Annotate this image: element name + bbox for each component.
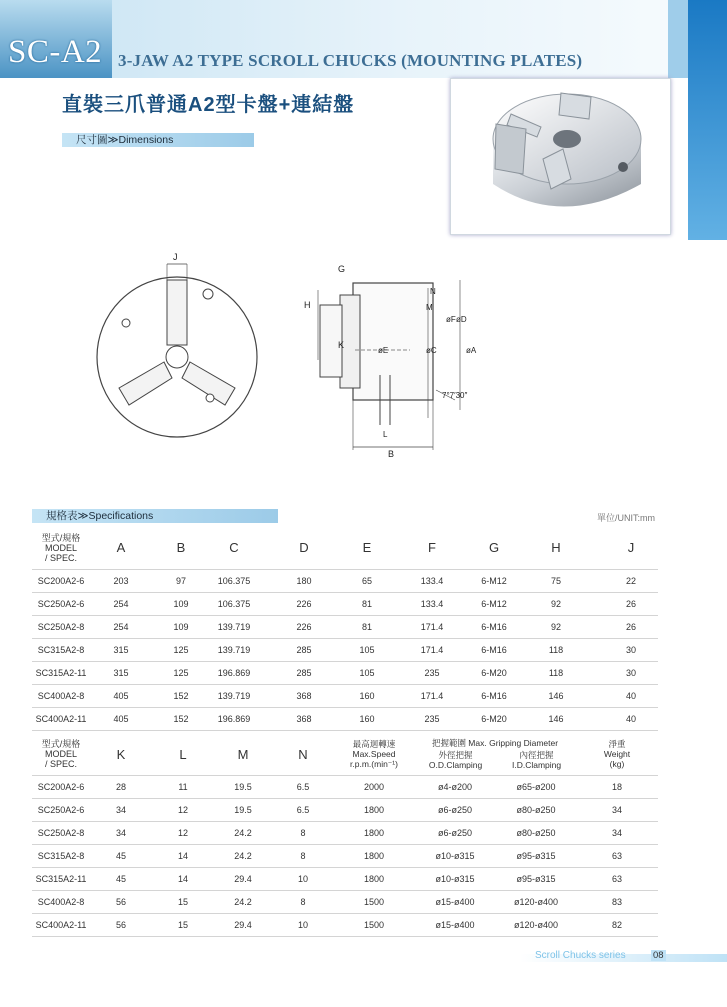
value-cell: 133.4 [384, 592, 480, 615]
dim-j-label: J [173, 252, 178, 262]
value-cell: 63 [576, 867, 658, 890]
dim-c-label: øC [426, 346, 437, 355]
value-cell: 56 [90, 890, 152, 913]
col-a-header: A [90, 527, 152, 569]
col-d-header: D [258, 527, 350, 569]
model-cell: SC315A2-8 [32, 638, 90, 661]
product-photo [450, 78, 671, 235]
dim-b-label: B [388, 449, 395, 459]
value-cell: 8 [272, 821, 334, 844]
value-cell: ø95-ø315 [496, 867, 576, 890]
spec-table-1-header [32, 527, 658, 569]
dimension-drawing [90, 250, 500, 465]
value-cell: ø80-ø250 [496, 821, 576, 844]
dimensions-section-label: 尺寸圖≫Dimensions [62, 133, 254, 147]
value-cell: ø95-ø315 [496, 844, 576, 867]
value-cell: 34 [90, 821, 152, 844]
value-cell: 1800 [334, 798, 414, 821]
model-cell: SC400A2-8 [32, 684, 90, 707]
value-cell: 368 [258, 707, 350, 730]
value-cell: 1800 [334, 867, 414, 890]
value-cell: 30 [604, 661, 658, 684]
value-cell: 160 [350, 707, 384, 730]
chuck-photo-illustration [451, 79, 672, 236]
table-row [32, 775, 658, 798]
value-cell: 15 [152, 890, 214, 913]
value-cell: 125 [152, 661, 210, 684]
specifications-section-label: 規格表≫Specifications [32, 509, 278, 523]
model-cell: SC200A2-6 [32, 569, 90, 592]
value-cell: 125 [152, 638, 210, 661]
page-number: 08 [653, 950, 664, 961]
od-clamping-header: 外徑把握 O.D.Clamping [428, 750, 483, 771]
value-cell: 26 [604, 592, 658, 615]
model-cell: SC400A2-8 [32, 890, 90, 913]
value-cell: 109 [152, 592, 210, 615]
value-cell: 40 [604, 684, 658, 707]
value-cell: ø15-ø400 [414, 913, 496, 936]
value-cell: 2000 [334, 775, 414, 798]
value-cell: 6-M16 [480, 684, 508, 707]
value-cell: 139.719 [210, 684, 258, 707]
value-cell: 30 [604, 638, 658, 661]
value-cell: 40 [604, 707, 658, 730]
value-cell: 118 [508, 638, 604, 661]
dim-k-label: K [338, 340, 345, 350]
value-cell: 92 [508, 592, 604, 615]
value-cell: 12 [152, 798, 214, 821]
dim-m-label: M [426, 303, 433, 312]
unit-label: 單位/UNIT:mm [597, 513, 655, 523]
value-cell: 254 [90, 592, 152, 615]
value-cell: 15 [152, 913, 214, 936]
value-cell: 81 [350, 592, 384, 615]
col-n-header: N [272, 734, 334, 775]
value-cell: 75 [508, 569, 604, 592]
value-cell: 26 [604, 615, 658, 638]
value-cell: ø4-ø200 [414, 775, 496, 798]
value-cell: ø6-ø250 [414, 821, 496, 844]
value-cell: 6-M20 [480, 661, 508, 684]
value-cell: 83 [576, 890, 658, 913]
value-cell: ø120-ø400 [496, 890, 576, 913]
table-row [32, 661, 658, 684]
table-row [32, 684, 658, 707]
value-cell: ø80-ø250 [496, 798, 576, 821]
value-cell: 226 [258, 615, 350, 638]
col-k-header: K [90, 734, 152, 775]
gripping-diameter-header: 把握範圍 Max. Gripping Diameter 外徑把握 O.D.Clamping 內徑把握 I.D.Clamping [414, 734, 576, 775]
value-cell: 171.4 [384, 684, 480, 707]
value-cell: ø120-ø400 [496, 913, 576, 936]
value-cell: 34 [576, 821, 658, 844]
spec-table-2-header [32, 734, 658, 775]
value-cell: 118 [508, 661, 604, 684]
value-cell: 171.4 [384, 638, 480, 661]
value-cell: 14 [152, 867, 214, 890]
value-cell: 34 [90, 798, 152, 821]
model-cell: SC315A2-11 [32, 867, 90, 890]
value-cell: 92 [508, 615, 604, 638]
weight-header: 淨重 Weight (kg) [576, 734, 658, 775]
col-j-header: J [604, 527, 658, 569]
value-cell: ø15-ø400 [414, 890, 496, 913]
value-cell: ø10-ø315 [414, 867, 496, 890]
value-cell: 171.4 [384, 615, 480, 638]
value-cell: ø6-ø250 [414, 798, 496, 821]
value-cell: 10 [272, 867, 334, 890]
product-title-en: 3-JAW A2 TYPE SCROLL CHUCKS (MOUNTING PLATES) [118, 51, 583, 70]
value-cell: 152 [152, 707, 210, 730]
product-title-zh: 直裝三爪普通A2型卡盤+連結盤 [62, 94, 355, 116]
table-row [32, 615, 658, 638]
col-b-header: B [152, 527, 210, 569]
value-cell: 368 [258, 684, 350, 707]
value-cell: 14 [152, 844, 214, 867]
value-cell: 45 [90, 867, 152, 890]
dim-f-label: øF [446, 315, 456, 324]
value-cell: 105 [350, 638, 384, 661]
value-cell: 10 [272, 913, 334, 936]
dim-l-label: L [383, 430, 388, 439]
col-e-header: E [350, 527, 384, 569]
value-cell: 19.5 [214, 775, 272, 798]
value-cell: 12 [152, 821, 214, 844]
value-cell: 82 [576, 913, 658, 936]
table-row [32, 821, 658, 844]
footer-series: Scroll Chucks series [535, 950, 626, 961]
value-cell: 45 [90, 844, 152, 867]
value-cell: 1800 [334, 821, 414, 844]
value-cell: 1500 [334, 890, 414, 913]
header-side-bar [688, 0, 727, 240]
header-accent-strip [668, 0, 688, 78]
value-cell: 1500 [334, 913, 414, 936]
value-cell: 139.719 [210, 615, 258, 638]
dim-n-label: N [430, 287, 436, 296]
value-cell: 81 [350, 615, 384, 638]
model-cell: SC250A2-8 [32, 615, 90, 638]
value-cell: 24.2 [214, 844, 272, 867]
value-cell: ø65-ø200 [496, 775, 576, 798]
front-view [97, 252, 257, 437]
dim-d-label: øD [456, 315, 467, 324]
value-cell: 405 [90, 684, 152, 707]
model-cell: SC315A2-11 [32, 661, 90, 684]
value-cell: 65 [350, 569, 384, 592]
model-cell: SC250A2-6 [32, 798, 90, 821]
value-cell: 196.869 [210, 707, 258, 730]
id-clamping-header: 內徑把握 I.D.Clamping [511, 750, 562, 771]
value-cell: 6-M16 [480, 638, 508, 661]
value-cell: 254 [90, 615, 152, 638]
value-cell: 235 [384, 661, 480, 684]
model-cell: SC315A2-8 [32, 844, 90, 867]
value-cell: 235 [384, 707, 480, 730]
value-cell: 180 [258, 569, 350, 592]
value-cell: 29.4 [214, 913, 272, 936]
value-cell: 405 [90, 707, 152, 730]
value-cell: 1800 [334, 844, 414, 867]
value-cell: 28 [90, 775, 152, 798]
value-cell: 6-M20 [480, 707, 508, 730]
spec-table-1 [32, 527, 658, 731]
value-cell: 97 [152, 569, 210, 592]
value-cell: 152 [152, 684, 210, 707]
model-cell: SC400A2-11 [32, 707, 90, 730]
value-cell: 24.2 [214, 890, 272, 913]
value-cell: 285 [258, 638, 350, 661]
value-cell: 6-M16 [480, 615, 508, 638]
col-c-header: C [210, 527, 258, 569]
value-cell: 285 [258, 661, 350, 684]
value-cell: 106.375 [210, 592, 258, 615]
value-cell: 8 [272, 844, 334, 867]
value-cell: 6-M12 [480, 569, 508, 592]
value-cell: 63 [576, 844, 658, 867]
table-row [32, 890, 658, 913]
model-cell: SC400A2-11 [32, 913, 90, 936]
dim-angle-label: 7°7′30″ [442, 391, 468, 400]
col-f-header: F [384, 527, 480, 569]
col-m-header: M [214, 734, 272, 775]
table-row [32, 844, 658, 867]
model-header: 型式/規格 MODEL / SPEC. [32, 527, 90, 569]
model-cell: SC250A2-8 [32, 821, 90, 844]
product-code: SC-A2 [8, 34, 103, 70]
table-row [32, 638, 658, 661]
col-g-header: G [480, 527, 508, 569]
value-cell: 315 [90, 661, 152, 684]
value-cell: 11 [152, 775, 214, 798]
value-cell: 8 [272, 890, 334, 913]
dim-a-label: øA [466, 346, 477, 355]
value-cell: 6.5 [272, 775, 334, 798]
value-cell: 19.5 [214, 798, 272, 821]
side-view [304, 264, 477, 459]
model-cell: SC200A2-6 [32, 775, 90, 798]
value-cell: 109 [152, 615, 210, 638]
value-cell: 226 [258, 592, 350, 615]
value-cell: 22 [604, 569, 658, 592]
value-cell: 29.4 [214, 867, 272, 890]
value-cell: 160 [350, 684, 384, 707]
value-cell: 6-M12 [480, 592, 508, 615]
dim-h-label: H [304, 300, 311, 310]
col-h-header: H [508, 527, 604, 569]
value-cell: 34 [576, 798, 658, 821]
dim-e-label: øE [378, 346, 389, 355]
model-cell: SC250A2-6 [32, 592, 90, 615]
model-header-2: 型式/規格 MODEL / SPEC. [32, 734, 90, 775]
value-cell: 24.2 [214, 821, 272, 844]
table-row [32, 707, 658, 730]
spec-table-2 [32, 734, 658, 937]
value-cell: 133.4 [384, 569, 480, 592]
value-cell: ø10-ø315 [414, 844, 496, 867]
table-row [32, 913, 658, 936]
max-speed-header: 最高迴轉速 Max.Speed r.p.m.(min⁻¹) [334, 734, 414, 775]
value-cell: 196.869 [210, 661, 258, 684]
value-cell: 105 [350, 661, 384, 684]
col-l-header: L [152, 734, 214, 775]
table-row [32, 867, 658, 890]
value-cell: 56 [90, 913, 152, 936]
value-cell: 106.375 [210, 569, 258, 592]
dim-g-label: G [338, 264, 346, 274]
table-row [32, 592, 658, 615]
value-cell: 203 [90, 569, 152, 592]
value-cell: 315 [90, 638, 152, 661]
value-cell: 146 [508, 707, 604, 730]
table-row [32, 798, 658, 821]
value-cell: 18 [576, 775, 658, 798]
value-cell: 139.719 [210, 638, 258, 661]
table-row [32, 569, 658, 592]
value-cell: 146 [508, 684, 604, 707]
value-cell: 6.5 [272, 798, 334, 821]
